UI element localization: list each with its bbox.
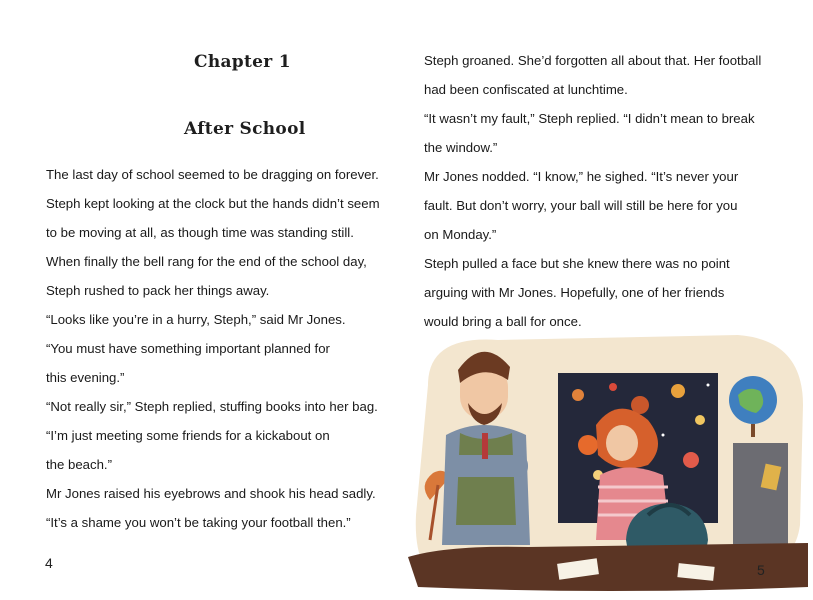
text-line: Steph kept looking at the clock but the hands didn’t seem (46, 196, 380, 211)
text-line: The last day of school seemed to be dragging on forever. (46, 167, 379, 182)
text-line: the window.” (424, 140, 498, 155)
text-line: would bring a ball for once. (424, 314, 582, 329)
planet (609, 383, 617, 391)
star (707, 384, 710, 387)
text-line: Steph pulled a face but she knew there was no point (424, 256, 730, 271)
text-line: “It wasn’t my fault,” Steph replied. “I didn’t mean to break (424, 111, 755, 126)
text-line: “Looks like you’re in a hurry, Steph,” said Mr Jones. (46, 312, 346, 327)
right-page-text (424, 46, 784, 336)
left-page-text (46, 160, 396, 537)
text-line: arguing with Mr Jones. Hopefully, one of her friends (424, 285, 725, 300)
desk (408, 543, 808, 591)
text-line: the beach.” (46, 457, 112, 472)
text-line: had been confiscated at lunchtime. (424, 82, 628, 97)
classroom-illustration-icon (408, 325, 808, 595)
planet (683, 452, 699, 468)
text-line: When finally the bell rang for the end of the school day, (46, 254, 367, 269)
text-line: “I’m just meeting some friends for a kickabout on (46, 428, 330, 443)
text-line: to be moving at all, as though time was standing still. (46, 225, 354, 240)
star (662, 434, 665, 437)
text-line: Mr Jones nodded. “I know,” he sighed. “It’s never your (424, 169, 739, 184)
text-line: “You must have something important planned for (46, 341, 330, 356)
text-line: Steph groaned. She’d forgotten all about that. Her football (424, 53, 762, 68)
chapter-heading: Chapter 1 (194, 52, 291, 72)
cabinet (733, 443, 788, 553)
text-line: Steph rushed to pack her things away. (46, 283, 270, 298)
text-line: Mr Jones raised his eyebrows and shook his head sadly. (46, 486, 376, 501)
planet (695, 415, 705, 425)
text-line: “It’s a shame you won’t be taking your football then.” (46, 515, 351, 530)
text-line: on Monday.” (424, 227, 497, 242)
text-line: this evening.” (46, 370, 125, 385)
planet (578, 435, 598, 455)
planet (671, 384, 685, 398)
text-line: “Not really sir,” Steph replied, stuffing books into her bag. (46, 399, 378, 414)
text-line: fault. But don’t worry, your ball will still be here for you (424, 198, 738, 213)
chapter-title: After School (184, 119, 306, 139)
page-number-right: 5 (757, 562, 765, 578)
planet (572, 389, 584, 401)
page-number-left: 4 (45, 555, 53, 571)
